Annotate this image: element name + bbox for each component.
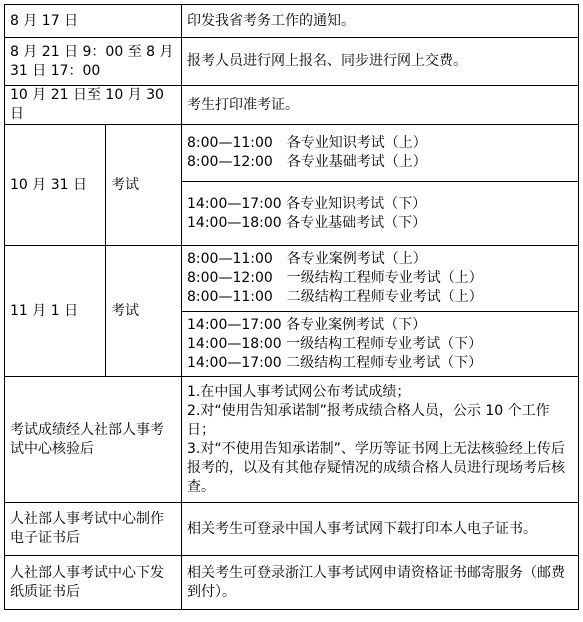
note-line: 2.对“使用告知承诺制”报考成绩合格人员，公示 10 个工作日；: [187, 402, 550, 438]
session-line: 8:00—12:00 各专业基础考试（上）: [187, 154, 427, 170]
afternoon-session-cell: [182, 182, 579, 246]
table-row: [5, 377, 579, 503]
session-line: 14:00—17:00 各专业知识考试（下）: [187, 195, 427, 212]
date-cell: 10 月 21 日至 10 月 30 日: [5, 86, 182, 125]
content-cell: 印发我省考务工作的通知。: [182, 5, 579, 38]
session-line: 14:00—18:00 一级结构工程师专业考试（下）: [187, 335, 483, 352]
note-line: 1.在中国人事考试网公布考试成绩；: [187, 383, 411, 400]
afternoon-session-cell: [182, 312, 579, 377]
content-cell: [182, 377, 579, 503]
exam-schedule-table: [4, 4, 579, 610]
session-line: 8:00—11:00 各专业案例考试（上）: [187, 251, 427, 267]
stage-cell: 人社部人事考试中心制作电子证书后: [5, 503, 182, 556]
table-row: [5, 86, 579, 125]
table-row: [5, 246, 579, 312]
morning-session-cell: [182, 125, 579, 182]
exam-type-cell: 考试: [106, 246, 182, 377]
date-cell: 8 月 21 日 9：00 至 8 月 31 日 17：00: [5, 38, 182, 86]
session-line: 8:00—12:00 一级结构工程师专业考试（上）: [187, 270, 483, 286]
session-line: 14:00—18:00 各专业基础考试（下）: [187, 214, 427, 231]
table-row: [5, 38, 579, 86]
content-cell: 报考人员进行网上报名、同步进行网上交费。: [182, 38, 579, 86]
stage-cell: 人社部人事考试中心下发纸质证书后: [5, 556, 182, 610]
date-cell: 8 月 17 日: [5, 5, 182, 38]
stage-cell: 考试成绩经人社部人事考试中心核验后: [5, 377, 182, 503]
session-line: 14:00—17:00 二级结构工程师专业考试（下）: [187, 354, 483, 371]
exam-type-cell: 考试: [106, 125, 182, 246]
table-row: [5, 503, 579, 556]
content-cell: [182, 503, 579, 556]
note-line: 相关考生可登录中国人事考试网下载打印本人电子证书。: [187, 520, 538, 537]
content-cell: 考生打印准考证。: [182, 86, 579, 125]
exam-date-cell: 10 月 31 日: [5, 125, 106, 246]
table-row: [5, 125, 579, 182]
session-line: 8:00—11:00 各专业知识考试（上）: [187, 135, 427, 151]
table-row: [5, 5, 579, 38]
note-line: 相关考生可登录浙江人事考试网申请资格证书邮寄服务（邮费到付）。: [187, 564, 566, 600]
session-line: 14:00—17:00 各专业案例考试（下）: [187, 316, 427, 333]
morning-session-cell: [182, 246, 579, 312]
table-row: [5, 556, 579, 610]
exam-date-cell: 11 月 1 日: [5, 246, 106, 377]
session-line: 8:00—11:00 二级结构工程师专业考试（上）: [187, 289, 483, 305]
note-line: 3.对“不使用告知承诺制”、学历等证书网上无法核验经上传后报考的，以及有其他存疑情况的成绩合格人员进行现场考后核查。: [187, 440, 566, 495]
content-cell: [182, 556, 579, 610]
